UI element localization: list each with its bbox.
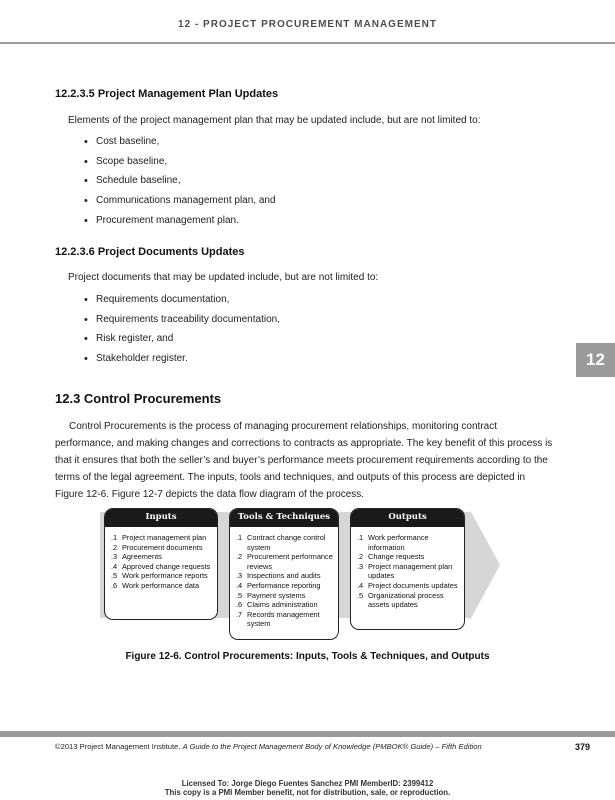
footer-bar [0,731,615,737]
plan-updates-list [84,135,276,233]
item-text: Project management plan updates [368,561,453,581]
list-item [111,571,213,581]
item-number: .2 [236,552,243,562]
plan-updates-intro: Elements of the project management plan that may be updated include, but are not limited to: [68,115,481,126]
item-number: .3 [111,552,118,562]
list-item [111,581,213,591]
list-item [357,562,460,581]
item-text: Agreements [122,552,162,562]
section-heading-control-procurements: 12.3 Control Procurements [55,391,222,406]
item-number: .6 [236,600,243,610]
list-item: • Procurement management plan. [84,214,276,234]
list-item [357,581,460,591]
item-text: Claims administration [247,600,318,610]
item-number: .3 [357,561,364,571]
chapter-tab: 12 [576,343,615,377]
inputs-list [105,527,217,591]
copyright-prefix: ©2013 Project Management Institute. [55,742,183,751]
footer-copyright [55,742,482,751]
list-item [236,610,334,629]
list-item [236,552,334,571]
outputs-box [350,508,465,630]
item-text: Records management system [247,609,320,629]
list-item: • Scope baseline, [84,155,276,175]
list-item: • Schedule baseline, [84,174,276,194]
item-number: .1 [357,533,364,542]
item-number: .7 [236,609,243,619]
tools-box [229,508,339,640]
item-text: Work performance information [368,533,429,552]
item-number: .1 [236,533,243,542]
item-text: Work performance reports [122,571,208,581]
item-text: Change requests [368,552,425,562]
list-item [357,533,460,552]
item-number: .2 [111,542,118,552]
inputs-title: Inputs [105,509,217,527]
item-text: Payment systems [247,590,306,600]
section-heading-plan-updates: 12.2.3.5 Project Management Plan Updates [55,88,279,100]
outputs-title: Outputs [351,509,464,527]
list-item [357,591,460,610]
item-number: .4 [111,561,118,571]
list-item: • Cost baseline, [84,135,276,155]
item-number: .3 [236,571,243,581]
list-item [236,600,334,610]
list-item [357,552,460,562]
license-line-1: Licensed To: Jorge Diego Fuentes Sanchez PMI MemberID: 2399412 [181,779,434,788]
list-item: • Stakeholder register. [84,352,280,372]
item-text: Procurement documents [122,542,203,552]
list-item [111,552,213,562]
list-item: • Requirements documentation, [84,293,280,313]
section-heading-documents-updates: 12.2.3.6 Project Documents Updates [55,246,245,258]
figure-caption: Figure 12-6. Control Procurements: Inputs, Tools & Techniques, and Outputs [125,651,490,662]
item-text: Contract change control system [247,533,326,552]
list-item [236,591,334,601]
list-item: • Risk register, and [84,332,280,352]
item-text: Organizational process assets updates [368,590,444,610]
item-number: .5 [357,590,364,600]
item-number: .6 [111,580,118,590]
control-procurements-paragraph: Control Procurements is the process of managing procurement relationships, monitoring contract performance, and making changes and corrections to contracts as appropriate. The key benefit of this process is that it ensures that both the seller’s and buyer’s performance meets procurement requirements according to the terms of the legal agreement. The inputs, tools and techniques, and outputs of this process are depicted in Figure 12-6. Figure 12-7 depicts the data flow diagram of the process. [55,421,553,500]
list-item [236,571,334,581]
guide-title: A Guide to the Project Management Body of Knowledge (PMBOK® Guide) – Fifth Edition [182,742,482,751]
item-text: Performance reporting [247,580,321,590]
documents-updates-list [84,293,280,372]
item-number: .1 [111,533,118,542]
item-text: Project documents updates [368,580,458,590]
tools-title: Tools & Techniques [230,509,338,527]
page-header [0,0,615,44]
item-number: .5 [111,571,118,581]
inputs-box [104,508,218,620]
list-item [111,543,213,553]
list-item: • Requirements traceability documentation, [84,313,280,333]
item-text: Project management plan [122,533,207,542]
item-number: .5 [236,590,243,600]
tools-list [230,527,338,629]
list-item [111,533,213,543]
list-item: • Communications management plan, and [84,194,276,214]
item-number: .4 [357,580,364,590]
item-text: Work performance data [122,580,200,590]
documents-updates-intro: Project documents that may be updated include, but are not limited to: [68,272,379,283]
license-line-2: This copy is a PMI Member benefit, not for distribution, sale, or reproduction. [164,788,451,797]
list-item [111,562,213,572]
item-text: Procurement performance reviews [247,552,333,571]
item-number: .4 [236,580,243,590]
item-number: .2 [357,552,364,562]
item-text: Inspections and audits [247,571,321,581]
outputs-list [351,527,464,610]
item-text: Approved change requests [122,561,211,571]
list-item [236,533,334,552]
page-number: 379 [574,742,590,752]
header-title: 12 - PROJECT PROCUREMENT MANAGEMENT [178,19,437,30]
list-item [236,581,334,591]
